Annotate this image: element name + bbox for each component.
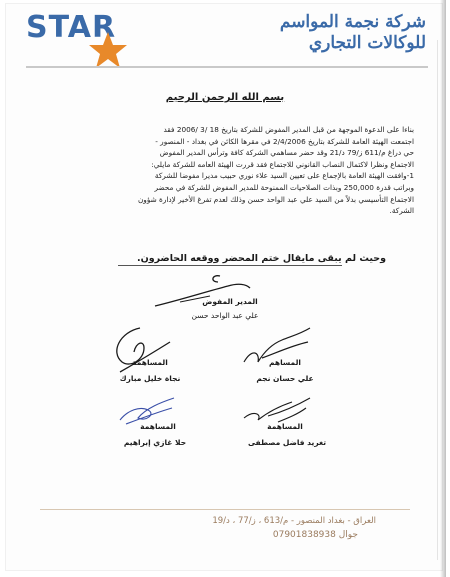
footer-address: العراق - بغداد المنصور - م/613 ، ز/77 ، د/19 [212, 516, 376, 526]
body-line: اجتمعت الهيئة العامة للشركة بتاريخ 2/4/2006 في مقرها الكائن في بغداد - المنصور - [155, 136, 414, 146]
body-line: 1-وافقت الهيئة العامة بالإجماع على تعيين السيد علاء نوري حبيب مديرا مفوضا للشركة [154, 171, 414, 181]
footer-phone: جوال 07901838938 [272, 530, 358, 540]
body-line: الاجتماع التأسيسي بدلاً من السيد علي عبد الواحد حسن وذلك لعدم تفرغ الأخير لإدارة شؤون [137, 194, 414, 204]
body-line: الاجتماع ونظرا لاكتمال النصاب القانوني للاجتماع فقد قررت الهيئة العامه للشركة مايلي: [151, 159, 414, 169]
shareholder-name: علي حسان نجم [256, 374, 314, 383]
shareholder-name: حلا غازي إبراهيم [123, 438, 187, 447]
star-icon [88, 30, 128, 70]
company-name [280, 12, 426, 54]
director-title: المدير المفوض [202, 297, 258, 306]
body-line: الشركة. [389, 206, 414, 216]
logo-text: STAR [26, 10, 117, 45]
closing-statement: وحيث لم يبقى مايقال ختم المحضر ووقعه الحاضرون. [137, 253, 386, 264]
director-name: علي عبد الواحد حسن [191, 311, 259, 320]
shareholder-title: المساهم [269, 358, 301, 367]
shareholder-title: المساهمة [132, 358, 168, 367]
page-edge-shadow [440, 0, 446, 577]
shareholder-title: المساهمة [140, 422, 176, 431]
body-line: وبراتب قدرة 250,000 وبذات الصلاحيات الممنوحة للمدير المفوض للشركة في محضر [154, 182, 414, 192]
director-signature [150, 270, 260, 314]
closing-underline [118, 265, 342, 266]
shareholder-name: نجاة خليل مبارك [119, 374, 181, 383]
shareholder-signature [100, 322, 180, 378]
minutes-body [34, 124, 414, 217]
page-fold-line [437, 40, 438, 560]
company-name-line1: شركة نجمة المواسم [279, 12, 426, 32]
letterhead-divider [26, 66, 428, 68]
body-line: بناءا على الدعوة الموجهة من قبل المدير المفوض للشركة بتاريخ 18 /3 /2006 فقد [163, 125, 414, 134]
company-logo [26, 10, 146, 70]
company-name-line2: للوكالات التجاري [308, 33, 426, 53]
shareholder-name: تغريد فاضل مصطفى [247, 438, 327, 447]
shareholder-title: المساهمة [267, 422, 303, 431]
basmala-heading: بسم الله الرحمن الرحيم [165, 92, 285, 103]
body-line: حي دراغ م/611 ز/79 د/21 وقد حضر مساهمي الشركة كافة وترأس المدير المفوض [159, 148, 414, 158]
